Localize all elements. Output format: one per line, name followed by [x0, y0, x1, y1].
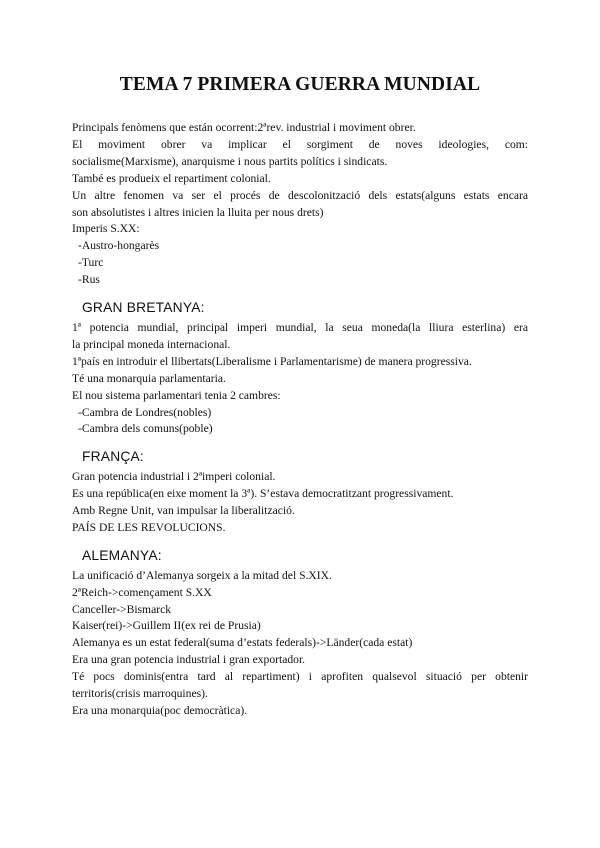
- gb-line: la principal moneda internacional.: [72, 337, 231, 351]
- empire-item: -Turc: [78, 256, 104, 270]
- alemanya-line: Era una gran potencia industrial i gran exportador.: [72, 653, 306, 667]
- section-heading-franca: FRANÇA:: [82, 449, 144, 465]
- alemanya-line: Era una monarquia(poc democràtica).: [72, 704, 248, 717]
- alemanya-line: Kaiser(rei)->Guillem II(ex rei de Prusia): [72, 619, 261, 633]
- franca-line: PAÍS DE LES REVOLUCIONS.: [72, 520, 226, 534]
- alemanya-line: territoris(crisis marroquines).: [72, 687, 208, 701]
- gb-line: El nou sistema parlamentari tenia 2 cambres:: [72, 388, 281, 402]
- intro-line: son absolutistes i altres inicien la lluita per nous drets): [72, 205, 324, 219]
- empire-item: -Rus: [78, 273, 100, 287]
- intro-line: Un altre fenomen va ser el procés de descolonització dels estats(alguns estats encara: [72, 188, 528, 202]
- intro-line: Principals fenòmens que están ocorrent:2ªrev. industrial i moviment obrer.: [72, 121, 416, 134]
- franca-line: Es una república(en eixe moment la 3ª). S’estava democratitzant progressivament.: [72, 487, 454, 501]
- section-heading-gran-bretanya: GRAN BRETANYA:: [82, 300, 205, 316]
- franca-line: Amb Regne Unit, van impulsar la liberalització.: [72, 504, 295, 518]
- alemanya-line: Té pocs dominis(entra tard al repartiment) i aprofiten qualsevol situació per obtenir: [72, 670, 528, 684]
- document-body: [72, 120, 528, 720]
- gb-line: Té una monarquia parlamentaria.: [72, 371, 226, 385]
- chamber-item: -Cambra dels comuns(poble): [78, 422, 213, 436]
- intro-line: socialisme(Marxisme), anarquisme i nous partits polítics i sindicats.: [72, 154, 388, 168]
- intro-line: També es produeix el repartiment colonial.: [72, 171, 271, 185]
- gb-line: 1ªpaís en introduir el llibertats(Liberalisme i Parlamentarisme) de manera progressiva.: [72, 354, 472, 368]
- gb-line: 1ª potencia mundial, principal imperi mundial, la seua moneda(la lliura esterlina) era: [72, 320, 528, 334]
- section-heading-alemanya: ALEMANYA:: [82, 547, 162, 563]
- alemanya-line: La unificació d’Alemanya sorgeix a la mitad del S.XIX.: [72, 568, 332, 582]
- chamber-item: -Cambra de Londres(nobles): [78, 405, 212, 419]
- alemanya-line: Canceller->Bismarck: [72, 602, 172, 616]
- intro-line: El moviment obrer va implicar el sorgiment de noves ideologies, com:: [72, 137, 528, 151]
- alemanya-line: Alemanya es un estat federal(suma d’estats federals)->Länder(cada estat): [72, 636, 413, 650]
- empire-item: -Austro-hongarès: [78, 239, 160, 253]
- empires-heading: Imperis S.XX:: [72, 222, 140, 236]
- franca-line: Gran potencia industrial i 2ªimperi colonial.: [72, 470, 276, 484]
- alemanya-line: 2ªReich->començament S.XX: [72, 585, 212, 599]
- page-title: TEMA 7 PRIMERA GUERRA MUNDIAL: [119, 74, 481, 95]
